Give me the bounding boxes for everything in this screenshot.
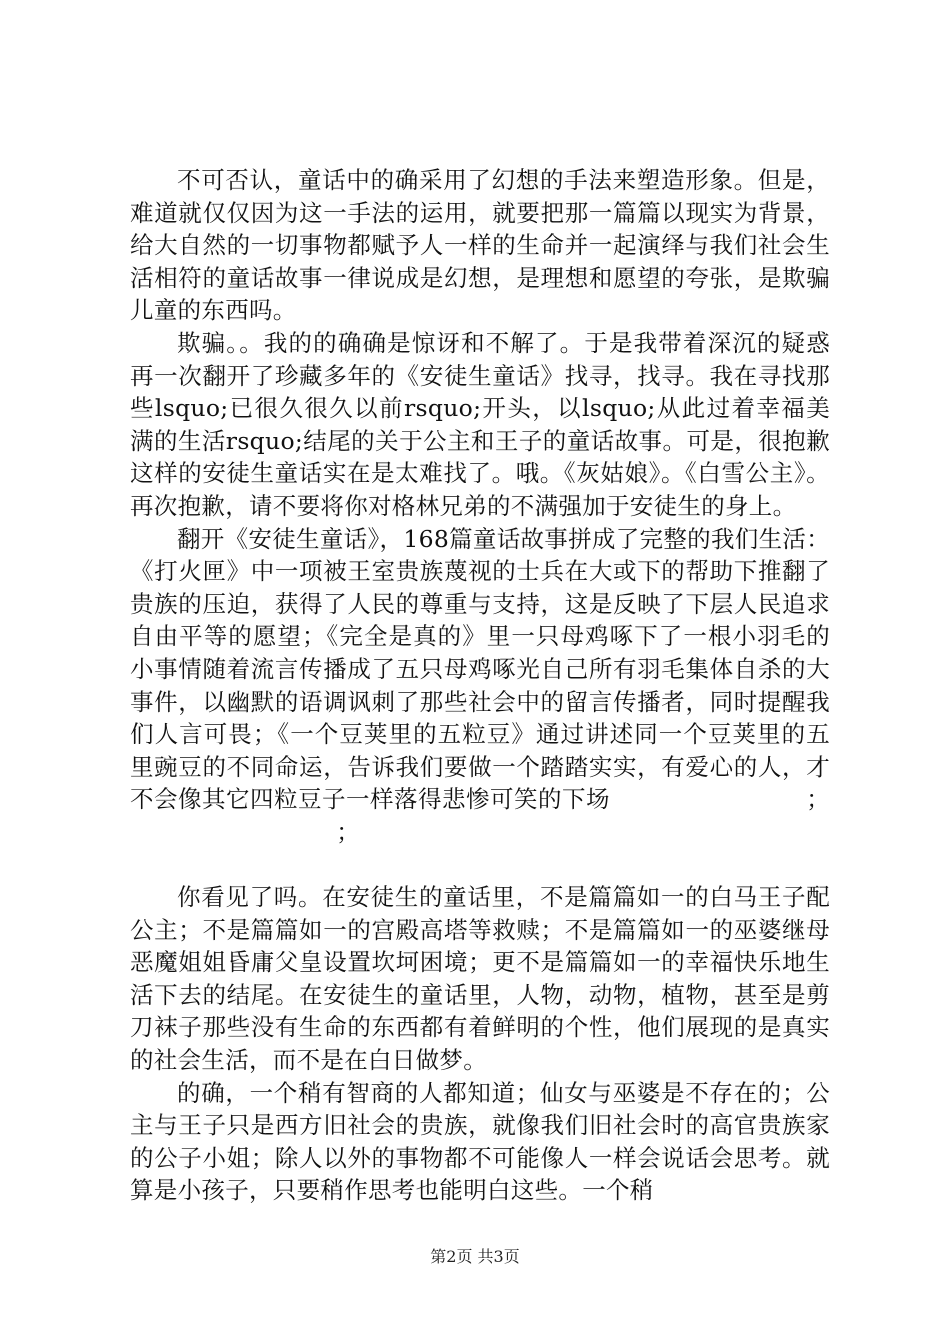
paragraph-4: 你看见了吗。在安徒生的童话里，不是篇篇如一的白马王子配公主；不是篇篇如一的宫殿高塔等救赎；不是篇篇如一的巫婆继母恶魔姐姐昏庸父皇设置坎坷困境；更不是篇篇如一的幸福快乐地生活下去的结尾。在安徒生的童话里，人物，动物，植物，甚至是剪刀袜子那些没有生命的东西都有着鲜明的个性，他们展现的是真实的社会生活，而不是在白日做梦。 xyxy=(130,883,830,1075)
semicolon-2: ； xyxy=(336,817,360,846)
document-body xyxy=(130,164,830,1207)
paragraph-5: 的确，一个稍有智商的人都知道；仙女与巫婆是不存在的；公主与王子只是西方旧社会的贵族，就像我们旧社会时的高官贵族家的公子小姐；除人以外的事物都不可能像人一样会说话会思考。就算是小孩子，只要稍作思考也能明白这些。一个稍 xyxy=(130,1078,830,1205)
paragraph-1: 不可否认，童话中的确采用了幻想的手法来塑造形象。但是，难道就仅仅因为这一手法的运用，就要把那一篇篇以现实为背景，给大自然的一切事物都赋予人一样的生命并一起演绎与我们社会生活相符的童话故事一律说成是幻想，是理想和愿望的夸张，是欺骗儿童的东西吗。 xyxy=(130,166,830,325)
paragraph-3-text: 翻开《安徒生童话》，168篇童话故事拼成了完整的我们生活：《打火匣》中一项被王室贵族蔑视的士兵在大或下的帮助下推翻了贵族的压迫，获得了人民的尊重与支持，这是反映了下层人民追求自由平等的愿望；《完全是真的》里一只母鸡啄下了一根小羽毛的小事情随着流言传播成了五只母鸡啄光自己所有羽毛集体自杀的大事件，以幽默的语调讽刺了那些社会中的留言传播者，同时提醒我们人言可畏；《一个豆荚里的五粒豆》通过讲述同一个豆荚里的五里豌豆的不同命运，告诉我们要做一个踏踏实实，有爱心的人，才不会像其它四粒豆子一样落得悲惨可笑的下场 xyxy=(130,524,830,814)
paragraph-2: 欺骗。。我的的确确是惊讶和不解了。于是我带着深沉的疑惑再一次翻开了珍藏多年的《安徒生童话》找寻，找寻。我在寻找那些lsquo;已很久很久以前rsquo;开头，以lsquo;从此过着幸福美满的生活rsquo;结尾的关于公主和王子的童话故事。可是，很抱歉这样的安徒生童话实在是太难找了。哦。《灰姑娘》。《白雪公主》。再次抱歉，请不要将你对格林兄弟的不满强加于安徒生的身上。 xyxy=(130,328,830,520)
semicolon-1: ； xyxy=(806,785,830,814)
page-number-footer: 第2页 共3页 xyxy=(430,1247,520,1266)
paragraph-3 xyxy=(130,523,830,849)
